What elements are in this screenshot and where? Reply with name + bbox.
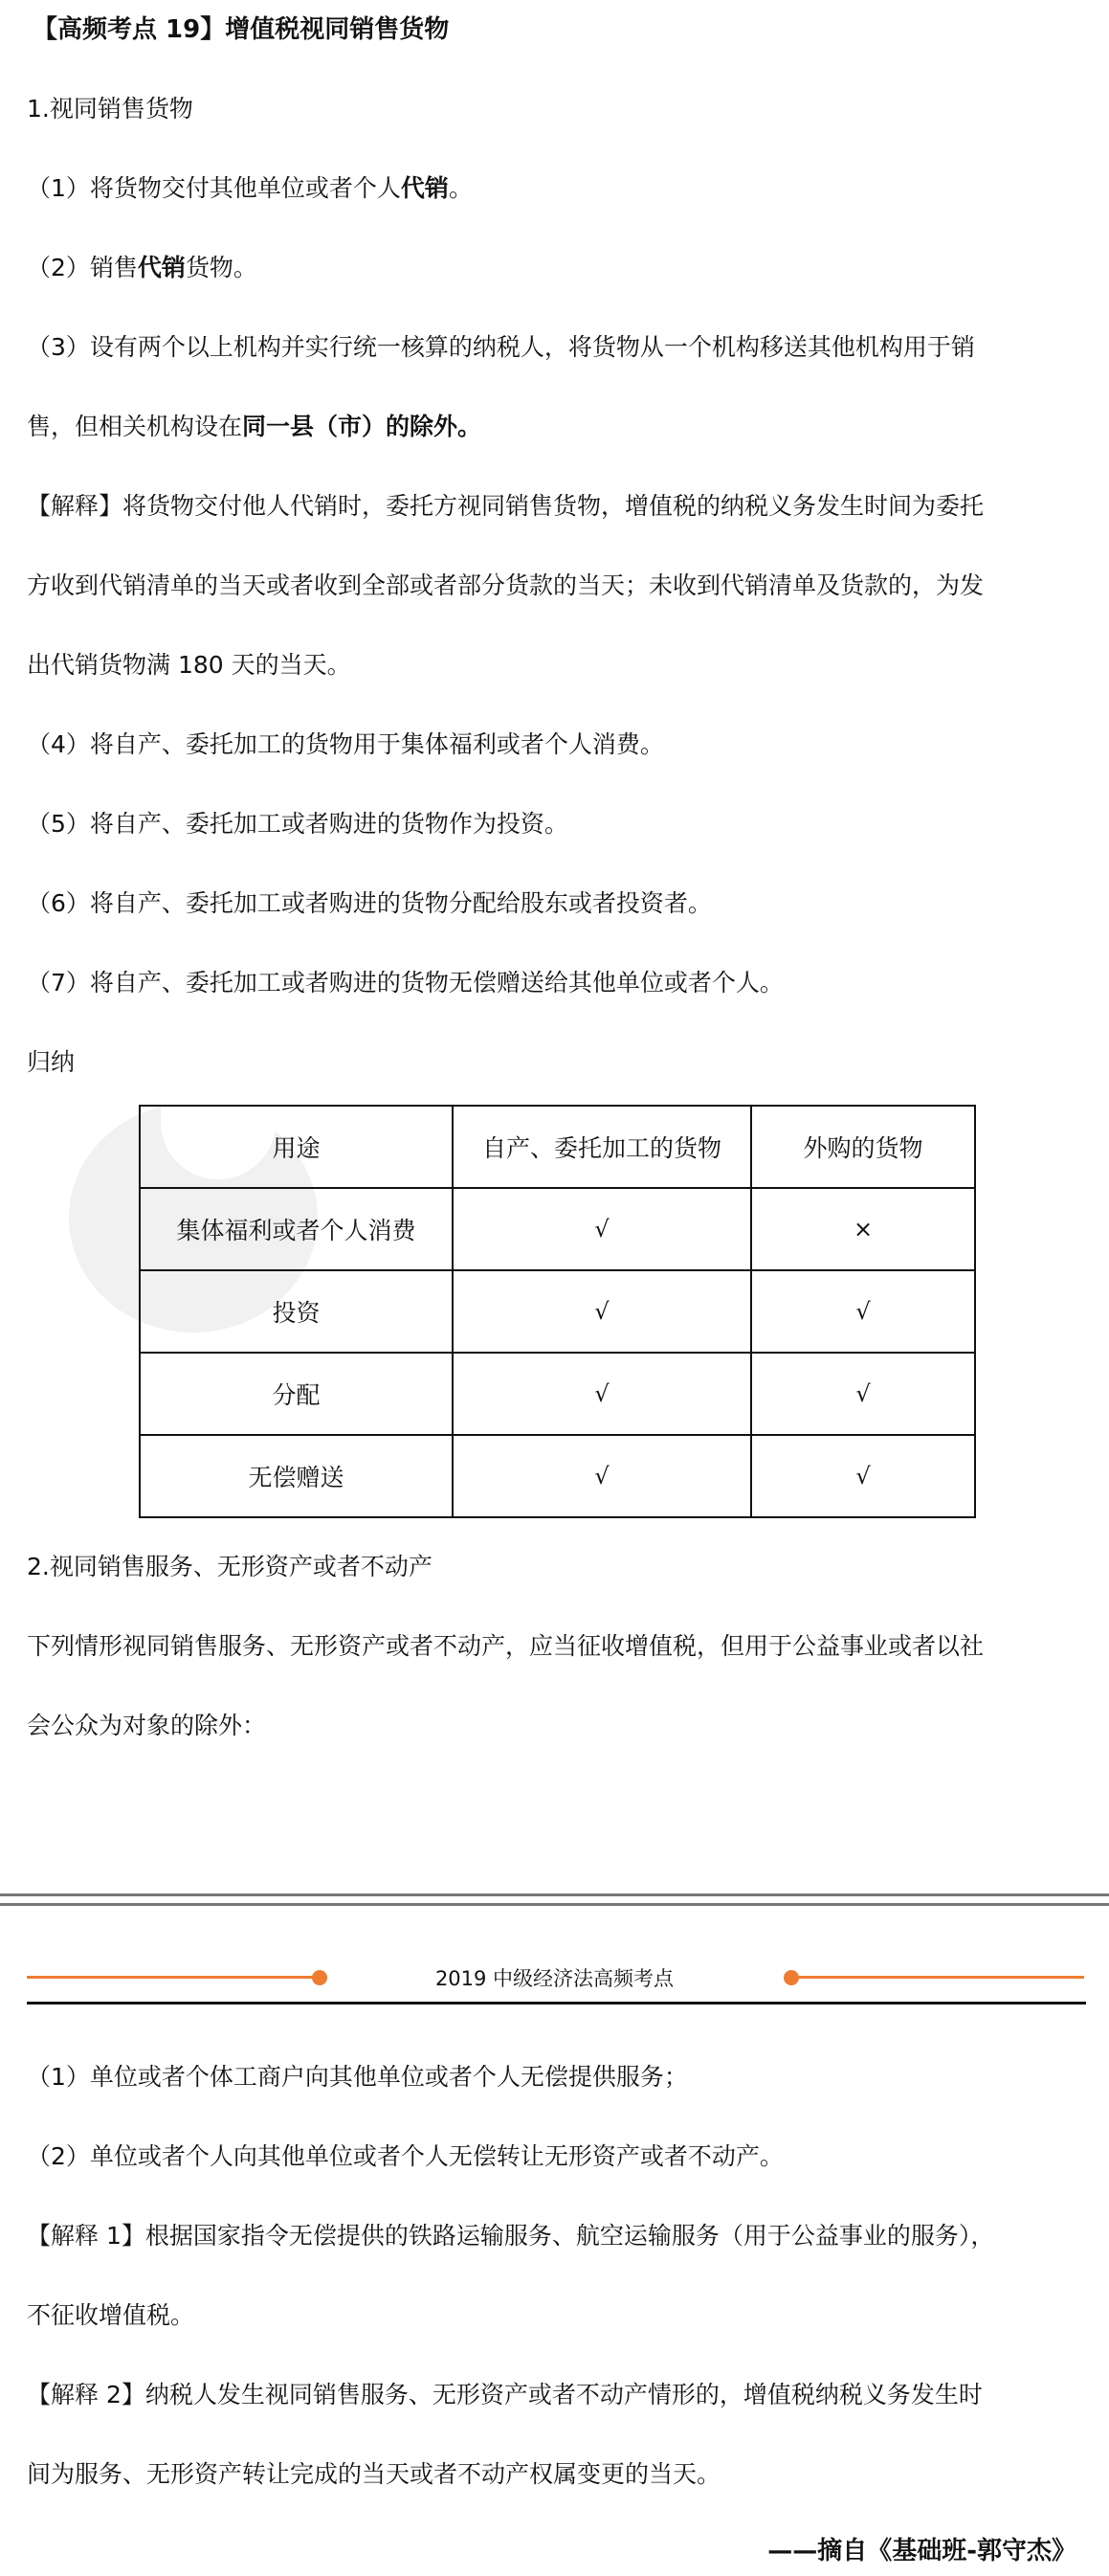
table-row <box>140 1353 975 1435</box>
banner-rule <box>27 2002 1086 2005</box>
check-icon: √ <box>751 1435 975 1517</box>
item-6: （6）将自产、委托加工或者购进的货物分配给股东或者投资者。 <box>27 889 712 917</box>
explanation-1-line-1: 【解释 1】根据国家指令无偿提供的铁路运输服务、航空运输服务（用于公益事业的服务）， <box>27 2222 995 2250</box>
item-2-text: （2）销售 <box>27 254 138 281</box>
explanation-line-3: 出代销货物满 180 天的当天。 <box>27 651 351 679</box>
check-icon: √ <box>751 1270 975 1353</box>
cross-icon: × <box>751 1188 975 1270</box>
page-divider-top <box>0 1893 1109 1896</box>
section-1-title: 1.视同销售货物 <box>27 95 193 123</box>
table-cell: 集体福利或者个人消费 <box>140 1188 453 1270</box>
table-header-cell: 自产、委托加工的货物 <box>453 1106 751 1188</box>
banner-title: 2019 中级经济法高频考点 <box>434 1967 675 1990</box>
check-icon: √ <box>751 1353 975 1435</box>
section-2-intro-line-2: 会公众为对象的除外： <box>27 1712 267 1739</box>
item-4: （4）将自产、委托加工的货物用于集体福利或者个人消费。 <box>27 730 664 758</box>
item-3-line-1: （3）设有两个以上机构并实行统一核算的纳税人，将货物从一个机构移送其他机构用于销 <box>27 333 975 361</box>
page-title: 【高频考点 19】增值税视同销售货物 <box>33 15 450 44</box>
item-7: （7）将自产、委托加工或者购进的货物无偿赠送给其他单位或者个人。 <box>27 969 784 997</box>
explanation-line-2: 方收到代销清单的当天或者收到全部或者部分货款的当天；未收到代销清单及货款的，为发 <box>27 571 985 599</box>
section-2-item-2: （2）单位或者个人向其他单位或者个人无偿转让无形资产或者不动产。 <box>27 2142 784 2170</box>
table-cell: 投资 <box>140 1270 453 1353</box>
table-row <box>140 1435 975 1517</box>
source-attribution: ——摘自《基础班-郭守杰》 <box>767 2537 1076 2565</box>
section-2-intro-line-1: 下列情形视同销售服务、无形资产或者不动产，应当征收增值税，但用于公益事业或者以社 <box>27 1632 985 1660</box>
section-2-title: 2.视同销售服务、无形资产或者不动产 <box>27 1553 433 1580</box>
item-2-bold: 代销 <box>137 254 186 281</box>
table-header-cell: 外购的货物 <box>751 1106 975 1188</box>
item-1-bold: 代销 <box>400 174 449 202</box>
section-2-item-1: （1）单位或者个体工商户向其他单位或者个人无偿提供服务； <box>27 2063 688 2091</box>
table-row <box>140 1270 975 1353</box>
check-icon: √ <box>453 1435 751 1517</box>
item-3-line-2 <box>27 411 481 443</box>
check-icon: √ <box>453 1270 751 1353</box>
page-divider-bottom <box>0 1903 1109 1906</box>
explanation-1-line-2: 不征收增值税。 <box>27 2301 195 2329</box>
check-icon: √ <box>453 1188 751 1270</box>
item-2-suffix: 货物。 <box>185 254 257 281</box>
item-2 <box>27 252 257 284</box>
table-cell: 分配 <box>140 1353 453 1435</box>
summary-label: 归纳 <box>27 1048 76 1076</box>
summary-table <box>139 1105 976 1518</box>
table-header-cell: 用途 <box>140 1106 453 1188</box>
table-header-row <box>140 1106 975 1188</box>
check-icon: √ <box>453 1353 751 1435</box>
table-row <box>140 1188 975 1270</box>
table-cell: 无偿赠送 <box>140 1435 453 1517</box>
banner-right-line <box>791 1976 1084 1979</box>
item-3-bold: 同一县（市）的除外。 <box>242 413 482 440</box>
item-1-text: （1）将货物交付其他单位或者个人 <box>27 174 401 202</box>
item-1-suffix: 。 <box>448 174 473 202</box>
explanation-line-1: 【解释】将货物交付他人代销时，委托方视同销售货物，增值税的纳税义务发生时间为委托 <box>27 492 985 520</box>
explanation-2-line-1: 【解释 2】纳税人发生视同销售服务、无形资产或者不动产情形的，增值税纳税义务发生时 <box>27 2381 983 2408</box>
item-3-text: 售，但相关机构设在 <box>27 413 243 440</box>
item-5: （5）将自产、委托加工或者购进的货物作为投资。 <box>27 810 568 838</box>
explanation-2-line-2: 间为服务、无形资产转让完成的当天或者不动产权属变更的当天。 <box>27 2460 721 2488</box>
item-1 <box>27 172 473 205</box>
